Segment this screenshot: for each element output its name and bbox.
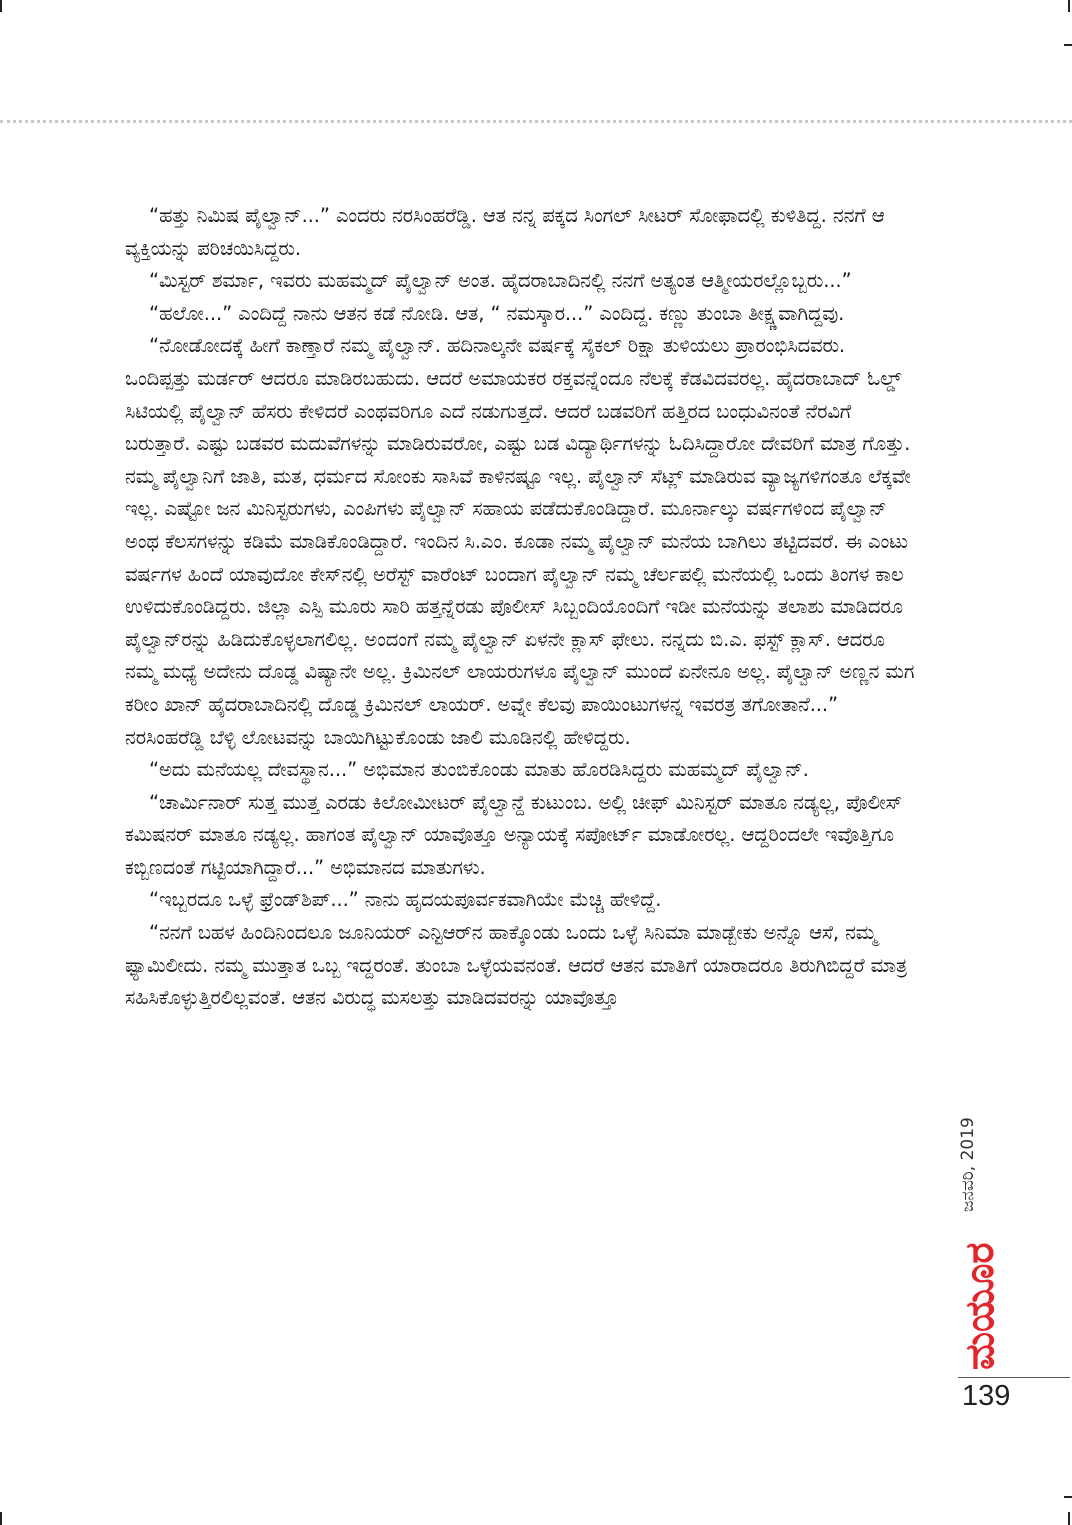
header-dotted-rule — [0, 120, 1072, 123]
paragraph: “ಮಿಸ್ಟರ್ ಶರ್ಮಾ, ಇವರು ಮಹಮ್ಮದ್ ಪೈಲ್ವಾನ್ ಅಂತ. ಹೈದರಾಬಾದಿನಲ್ಲಿ ನನಗೆ ಅತ್ಯಂತ ಆತ್ಮೀಯರಲ್ಲೊಬ್ಬರು...” — [149, 269, 852, 293]
paragraph: “ಅದು ಮನೆಯಲ್ಲ ದೇವಸ್ಥಾನ...” ಅಭಿಮಾನ ತುಂಬಿಕೊಂಡು ಮಾತು ಹೊರಡಿಸಿದ್ದರು ಮಹಮ್ಮದ್ ಪೈಲ್ವಾನ್. — [149, 758, 809, 782]
paragraph: “ಚಾರ್ಮಿನಾರ್ ಸುತ್ತ ಮುತ್ತ ಎರಡು ಕಿಲೋಮೀಟರ್ ಪೈಲ್ವಾನ್ದೆ ಕುಟುಂಬ. ಅಲ್ಲಿ ಚೀಫ್ ಮಿನಿಸ್ಟರ್ ಮಾತೂ ನಡ್ಯಲ್ಲ, ಪೊಲೀಸ್ ಕಮಿಷನರ್ ಮಾತೂ ನಡ್ಯಲ್ಲ. ಹಾಗಂತ ಪೈಲ್ವಾನ್ ಯಾವೊತ್ತೂ ಅನ್ಯಾಯಕ್ಕೆ ಸಪೋರ್ಟ್ ಮಾಡೋರಲ್ಲ. ಆದ್ದರಿಂದಲೇ ಇವೊತ್ತಿಗೂ ಕಬ್ಬಿಣದಂತೆ ಗಟ್ಟಿಯಾಗಿದ್ದಾರೆ...” ಅಭಿಮಾನದ ಮಾತುಗಳು. — [125, 790, 903, 879]
crop-mark-bottom-right — [1068, 1512, 1070, 1525]
crop-mark-bottom-left — [0, 1512, 2, 1525]
paragraph: “ನನಗೆ ಬಹಳ ಹಿಂದಿನಿಂದಲೂ ಜೂನಿಯರ್ ಎನ್ಟಿಆರ್‌ನ ಹಾಕ್ಕೊಂಡು ಒಂದು ಒಳ್ಳೆ ಸಿನಿಮಾ ಮಾಡ್ಬೇಕು ಅನ್ನೊ ಆಸೆ, ನಮ್ಮ ಫ್ಯಾಮಿಲೀದು. ನಮ್ಮ ಮುತ್ತಾತ ಒಬ್ಬ ಇದ್ದರಂತೆ. ತುಂಬಾ ಒಳ್ಳೆಯವನಂತೆ. ಆದರೆ ಆತನ ಮಾತಿಗೆ ಯಾರಾದರೂ ತಿರುಗಿಬಿದ್ದರೆ ಮಾತ್ರ ಸಹಿಸಿಕೊಳ್ಳುತ್ತಿರಲಿಲ್ಲವಂತೆ. ಆತನ ವಿರುದ್ಧ ಮಸಲತ್ತು ಮಾಡಿದವರನ್ನು ಯಾವೊತ್ತೂ — [125, 921, 908, 1010]
paragraph: “ಇಬ್ಬರದೂ ಒಳ್ಳೆ ಫ್ರೆಂಡ್‌ಶಿಪ್...” ನಾನು ಹೃದಯಪೂರ್ವಕವಾಗಿಯೇ ಮೆಚ್ಚಿ ಹೇಳಿದ್ದೆ. — [149, 888, 662, 912]
paragraph: “ನೋಡೋದಕ್ಕೆ ಹೀಗೆ ಕಾಣ್ತಾರೆ ನಮ್ಮ ಪೈಲ್ವಾನ್. ಹದಿನಾಲ್ಕನೇ ವರ್ಷಕ್ಕೆ ಸೈಕಲ್ ರಿಕ್ಷಾ ತುಳಿಯಲು ಪ್ರಾರಂಭಿಸಿದವರು. ಒಂದಿಪ್ಪತ್ತು ಮರ್ಡರ್ ಆದರೂ ಮಾಡಿರಬಹುದು. ಆದರೆ ಅಮಾಯಕರ ರಕ್ತವನ್ನೆಂದೂ ನೆಲಕ್ಕೆ ಕೆಡವಿದವರಲ್ಲ. ಹೈದರಾಬಾದ್ ಓಲ್ಡ್ ಸಿಟಿಯಲ್ಲಿ ಪೈಲ್ವಾನ್ ಹೆಸರು ಕೇಳಿದರೆ ಎಂಥವರಿಗೂ ಎದೆ ನಡುಗುತ್ತದೆ. ಆದರೆ ಬಡವರಿಗೆ ಹತ್ತಿರದ ಬಂಧುವಿನಂತೆ ನೆರವಿಗೆ ಬರುತ್ತಾರೆ. ಎಷ್ಟು ಬಡವರ ಮದುವೆಗಳನ್ನು ಮಾಡಿರುವರೋ, ಎಷ್ಟು ಬಡ ವಿದ್ಯಾರ್ಥಿಗಳನ್ನು ಓದಿಸಿದ್ದಾರೋ ದೇವರಿಗೆ ಮಾತ್ರ ಗೊತ್ತು. ನಮ್ಮ ಪೈಲ್ವಾನಿಗೆ ಜಾತಿ, ಮತ, ಧರ್ಮದ ಸೋಂಕು ಸಾಸಿವೆ ಕಾಳಿನಷ್ಟೂ ಇಲ್ಲ. ಪೈಲ್ವಾನ್ ಸೆಟ್ಲ್ ಮಾಡಿರುವ ವ್ಯಾಜ್ಯಗಳಿಗಂತೂ ಲೆಕ್ಕವೇ ಇಲ್ಲ. ಎಷ್ಟೋ ಜನ ಮಿನಿಸ್ಟರುಗಳು, ಎಂಪಿಗಳು ಪೈಲ್ವಾನ್ ಸಹಾಯ ಪಡೆದುಕೊಂಡಿದ್ದಾರೆ. ಮೂರ್ನಾಲ್ಕು ವರ್ಷಗಳಿಂದ ಪೈಲ್ವಾನ್ ಅಂಥ ಕೆಲಸಗಳನ್ನು ಕಡಿಮೆ ಮಾಡಿಕೊಂಡಿದ್ದಾರೆ. ಇಂದಿನ ಸಿ.ಎಂ. ಕೂಡಾ ನಮ್ಮ ಪೈಲ್ವಾನ್ ಮನೆಯ ಬಾಗಿಲು ತಟ್ಟಿದವರೆ. ಈ ಎಂಟು ವರ್ಷಗಳ ಹಿಂದೆ ಯಾವುದೋ ಕೇಸ್‌ನಲ್ಲಿ ಅರೆಸ್ಟ್ ವಾರೆಂಟ್ ಬಂದಾಗ ಪೈಲ್ವಾನ್ ನಮ್ಮ ಚೆರ್ಲಪಲ್ಲಿ ಮನೆಯಲ್ಲಿ ಒಂದು ತಿಂಗಳ ಕಾಲ ಉಳಿದುಕೊಂಡಿದ್ದರು. ಜಿಲ್ಲಾ ಎಸ್ಪಿ ಮೂರು ಸಾರಿ ಹತ್ತನ್ನೆರಡು ಪೊಲೀಸ್ ಸಿಬ್ಬಂದಿಯೊಂದಿಗೆ ಇಡೀ ಮನೆಯನ್ನು ತಲಾಶು ಮಾಡಿದರೂ ಪೈಲ್ವಾನ್‌ರನ್ನು ಹಿಡಿದುಕೊಳ್ಳಲಾಗಲಿಲ್ಲ. ಅಂದಂಗೆ ನಮ್ಮ ಪೈಲ್ವಾನ್ ಏಳನೇ ಕ್ಲಾಸ್ ಫೇಲು. ನನ್ನದು ಬಿ.ಎ. ಫಸ್ಟ್ ಕ್ಲಾಸ್. ಆದರೂ ನಮ್ಮ ಮಧ್ಯೆ ಅದೇನು ದೊಡ್ಡ ವಿಷ್ಯಾನೇ ಅಲ್ಲ. ಕ್ರಿಮಿನಲ್ ಲಾಯರುಗಳೂ ಪೈಲ್ವಾನ್ ಮುಂದೆ ಏನೇನೂ ಅಲ್ಲ. ಪೈಲ್ವಾನ್ ಅಣ್ಣನ ಮಗ ಕರೀಂ ಖಾನ್ ಹೈದರಾಬಾದಿನಲ್ಲಿ ದೊಡ್ಡ ಕ್ರಿಮಿನಲ್ ಲಾಯರ್. ಅವ್ನೇ ಕೆಲವು ಪಾಯಿಂಟುಗಳನ್ನ ಇವರತ್ರ ತಗೋತಾನೆ...” ನರಸಿಂಹರೆಡ್ಡಿ ಬೆಳ್ಳಿ ಲೋಟವನ್ನು ಬಾಯಿಗಿಟ್ಟುಕೊಂಡು ಜಾಲಿ ಮೂಡಿನಲ್ಲಿ ಹೇಳಿದ್ದರು. — [125, 334, 915, 749]
crop-mark-right-lower — [1064, 1496, 1072, 1498]
paragraph: “ಹಲೋ...” ಎಂದಿದ್ದೆ ನಾನು ಆತನ ಕಡೆ ನೋಡಿ. ಆತ, “ ನಮಸ್ಕಾರ...” ಎಂದಿದ್ದ. ಕಣ್ಣು ತುಂಬಾ ತೀಕ್ಷ್ಣವಾಗಿದ್ದವು. — [149, 301, 845, 325]
magazine-logo: ಮಯೂರ — [957, 1242, 1003, 1370]
page-number: 139 — [962, 1380, 1011, 1412]
crop-mark-top-left — [0, 0, 2, 12]
page-number-rule — [958, 1377, 1070, 1378]
crop-mark-right-upper — [1064, 44, 1072, 46]
issue-date: ಜನವರಿ, 2019 — [958, 1117, 978, 1212]
crop-mark-top-right — [1068, 0, 1070, 12]
paragraph: “ಹತ್ತು ನಿಮಿಷ ಪೈಲ್ವಾನ್...” ಎಂದರು ನರಸಿಂಹರೆಡ್ಡಿ. ಆತ ನನ್ನ ಪಕ್ಕದ ಸಿಂಗಲ್ ಸೀಟರ್ ಸೋಫಾದಲ್ಲಿ ಕುಳಿತಿದ್ದ. ನನಗೆ ಆ ವ್ಯಕ್ತಿಯನ್ನು ಪರಿಚಯಿಸಿದ್ದರು. — [125, 204, 885, 260]
article-body — [125, 200, 915, 1015]
